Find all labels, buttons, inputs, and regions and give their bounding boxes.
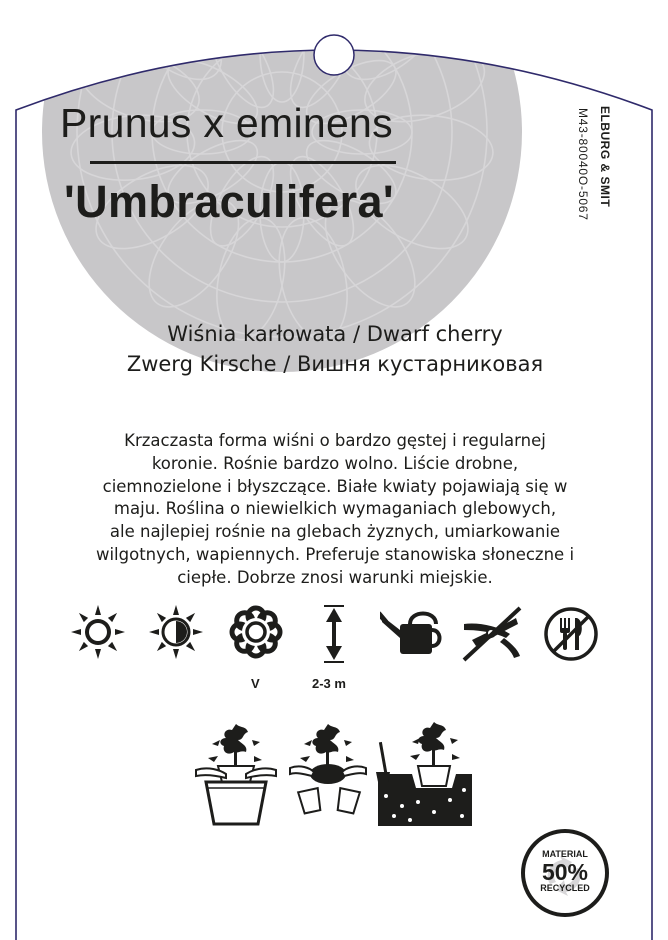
description-line: ale najlepiej rośnie na glebach żyznych, umiarkowanie	[109, 522, 561, 542]
badge-line3: RECYCLED	[540, 883, 590, 893]
botanical-name: Prunus x eminens	[60, 100, 393, 146]
recycled-material-badge	[520, 828, 610, 918]
planting-step-plant-icon	[374, 716, 474, 828]
description	[70, 430, 600, 590]
planting-step-unpot-icon	[286, 718, 370, 818]
not-edible-icon	[543, 606, 599, 662]
product-code: M43-80040O-5067	[576, 108, 590, 221]
hang-hole	[314, 35, 354, 75]
description-line: ciemnozielone i błyszczące. Białe kwiaty pojawiają się w	[102, 476, 568, 496]
no-pruning-icon	[458, 604, 526, 664]
flower-icon	[228, 604, 284, 660]
planting-step-soak-icon	[192, 718, 280, 828]
flowering-month: V	[251, 676, 260, 691]
height-arrow-icon	[316, 604, 352, 664]
full-sun-icon	[70, 604, 126, 660]
badge-line1: MATERIAL	[542, 849, 588, 859]
badge-percentage: 50%	[541, 859, 589, 885]
description-line: koronie. Rośnie bardzo wolno. Liście drobne,	[151, 453, 519, 473]
description-line: Krzaczasta forma wiśni o bardzo gęstej i regularnej	[124, 431, 546, 450]
description-line: wilgotnych, wapiennych. Preferuje stanowiska słoneczne i	[95, 544, 575, 564]
common-names-line1: Wiśnia karłowata / Dwarf cherry	[167, 322, 503, 346]
watering-can-icon	[380, 608, 444, 658]
height-range: 2-3 m	[312, 676, 346, 691]
title-divider	[90, 161, 396, 164]
description-line: ciepłe. Dobrze znosi warunki miejskie.	[177, 567, 493, 587]
description-line: maju. Roślina o niewielkich wymaganiach glebowych,	[113, 499, 557, 519]
brand-name: ELBURG & SMIT	[598, 106, 612, 208]
cultivar-name: 'Umbraculifera'	[64, 176, 395, 227]
partial-shade-icon	[148, 604, 204, 660]
common-names-line2: Zwerg Kirsche / Вишня кустарниковая	[126, 352, 544, 376]
